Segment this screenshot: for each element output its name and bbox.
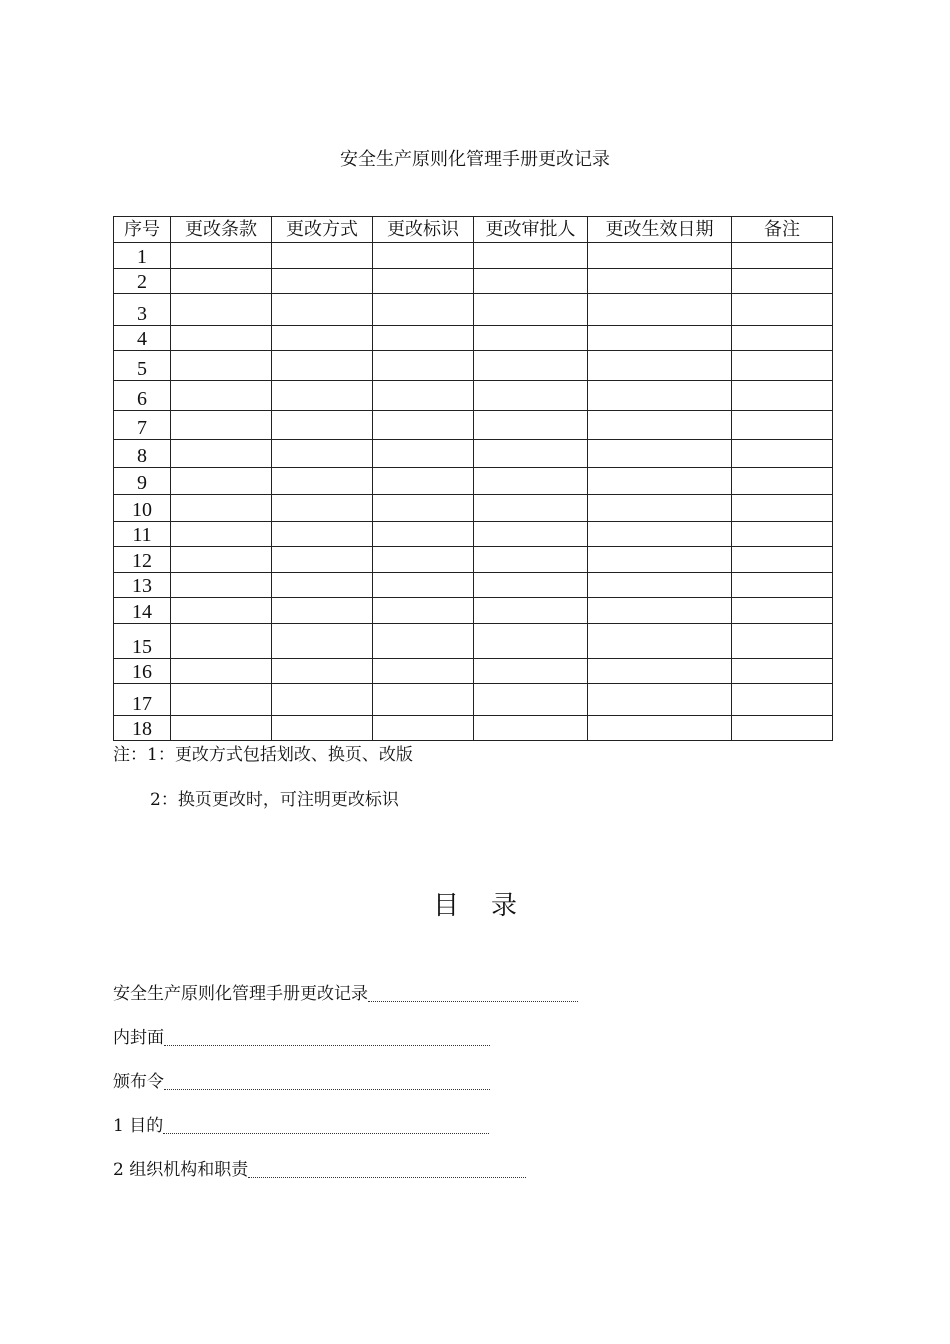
table-cell[interactable]: [588, 440, 732, 468]
table-cell[interactable]: [474, 716, 588, 741]
table-cell[interactable]: [373, 411, 474, 440]
table-cell[interactable]: [373, 243, 474, 269]
table-cell[interactable]: [588, 716, 732, 741]
row-number-cell: 10: [114, 495, 171, 522]
table-cell[interactable]: [474, 547, 588, 573]
row-number-cell: 6: [114, 381, 171, 411]
table-cell[interactable]: [171, 495, 272, 522]
table-cell[interactable]: [373, 522, 474, 547]
table-cell[interactable]: [272, 440, 373, 468]
table-row: [114, 547, 833, 573]
table-cell[interactable]: [588, 243, 732, 269]
toc-entry-label: 内封面: [113, 1028, 164, 1048]
table-row: [114, 659, 833, 684]
table-cell[interactable]: [373, 495, 474, 522]
table-cell[interactable]: [373, 684, 474, 716]
row-number-cell: 17: [114, 684, 171, 716]
row-number-cell: 1: [114, 243, 171, 269]
table-cell[interactable]: [588, 468, 732, 495]
table-cell[interactable]: [588, 659, 732, 684]
table-cell[interactable]: [272, 351, 373, 381]
table-cell[interactable]: [588, 294, 732, 326]
table-cell[interactable]: [272, 243, 373, 269]
table-cell[interactable]: [474, 573, 588, 598]
table-cell[interactable]: [588, 522, 732, 547]
table-cell[interactable]: [732, 411, 833, 440]
table-cell[interactable]: [272, 326, 373, 351]
table-cell[interactable]: [272, 598, 373, 624]
table-cell[interactable]: [171, 547, 272, 573]
table-cell[interactable]: [171, 326, 272, 351]
table-cell[interactable]: [474, 684, 588, 716]
row-number-cell: 15: [114, 624, 171, 659]
table-row: [114, 624, 833, 659]
table-cell[interactable]: [474, 243, 588, 269]
table-cell[interactable]: [732, 495, 833, 522]
table-cell[interactable]: [272, 684, 373, 716]
table-cell[interactable]: [588, 411, 732, 440]
table-cell[interactable]: [171, 381, 272, 411]
table-cell[interactable]: [474, 326, 588, 351]
toc-entry-label: 2 组织机构和职责: [113, 1160, 249, 1180]
table-cell[interactable]: [373, 326, 474, 351]
table-cell[interactable]: [588, 269, 732, 294]
table-cell[interactable]: [373, 440, 474, 468]
toc-dot-leader: [368, 1000, 578, 1002]
toc-entry-label: 颁布令: [113, 1072, 164, 1092]
toc-entry[interactable]: [113, 1027, 490, 1049]
table-cell[interactable]: [588, 351, 732, 381]
table-cell[interactable]: [474, 598, 588, 624]
table-cell[interactable]: [732, 440, 833, 468]
table-cell[interactable]: [373, 598, 474, 624]
toc-entry[interactable]: [113, 1159, 526, 1181]
table-cell[interactable]: [272, 269, 373, 294]
table-cell[interactable]: [171, 522, 272, 547]
table-cell[interactable]: [474, 468, 588, 495]
header-effective-date: 更改生效日期: [588, 217, 732, 243]
table-cell[interactable]: [732, 468, 833, 495]
table-cell[interactable]: [732, 573, 833, 598]
table-cell[interactable]: [588, 381, 732, 411]
table-cell[interactable]: [474, 411, 588, 440]
table-cell[interactable]: [474, 440, 588, 468]
table-cell[interactable]: [171, 351, 272, 381]
table-row: [114, 294, 833, 326]
table-cell[interactable]: [272, 522, 373, 547]
table-row: [114, 684, 833, 716]
table-cell[interactable]: [474, 522, 588, 547]
table-cell[interactable]: [474, 624, 588, 659]
row-number-cell: 3: [114, 294, 171, 326]
table-cell[interactable]: [171, 468, 272, 495]
header-approver: 更改审批人: [474, 217, 588, 243]
table-cell[interactable]: [171, 243, 272, 269]
toc-dot-leader: [164, 1044, 490, 1046]
header-serial-number: 序号: [114, 217, 171, 243]
table-cell[interactable]: [373, 294, 474, 326]
table-row: [114, 269, 833, 294]
table-row: [114, 351, 833, 381]
note-1: 注：1：更改方式包括划改、换页、改版: [113, 745, 413, 765]
table-cell[interactable]: [732, 326, 833, 351]
change-record-table: [113, 216, 833, 741]
row-number-cell: 11: [114, 522, 171, 547]
table-row: [114, 440, 833, 468]
table-cell[interactable]: [373, 659, 474, 684]
table-row: [114, 243, 833, 269]
table-cell[interactable]: [171, 573, 272, 598]
table-cell[interactable]: [474, 351, 588, 381]
table-cell[interactable]: [373, 547, 474, 573]
toc-heading: 目录: [432, 891, 549, 921]
table-cell[interactable]: [732, 716, 833, 741]
table-cell[interactable]: [732, 351, 833, 381]
row-number-cell: 4: [114, 326, 171, 351]
table-cell[interactable]: [373, 573, 474, 598]
table-row: [114, 716, 833, 741]
table-cell[interactable]: [171, 269, 272, 294]
table-cell[interactable]: [732, 243, 833, 269]
row-number-cell: 16: [114, 659, 171, 684]
row-number-cell: 12: [114, 547, 171, 573]
table-cell[interactable]: [588, 573, 732, 598]
table-cell[interactable]: [588, 326, 732, 351]
toc-entry-label: 安全生产原则化管理手册更改记录: [113, 984, 368, 1004]
table-row: [114, 495, 833, 522]
table-cell[interactable]: [474, 269, 588, 294]
table-cell[interactable]: [474, 294, 588, 326]
table-cell[interactable]: [272, 294, 373, 326]
table-row: [114, 522, 833, 547]
row-number-cell: 5: [114, 351, 171, 381]
table-cell[interactable]: [171, 684, 272, 716]
toc-entry[interactable]: [113, 1071, 490, 1093]
table-cell[interactable]: [272, 468, 373, 495]
header-change-mark: 更改标识: [373, 217, 474, 243]
table-cell[interactable]: [588, 684, 732, 716]
header-remarks: 备注: [732, 217, 833, 243]
row-number-cell: 13: [114, 573, 171, 598]
table-cell[interactable]: [588, 495, 732, 522]
table-cell[interactable]: [373, 269, 474, 294]
table-cell[interactable]: [732, 624, 833, 659]
document-title: 安全生产原则化管理手册更改记录: [340, 149, 610, 170]
table-cell[interactable]: [272, 547, 373, 573]
table-cell[interactable]: [588, 598, 732, 624]
table-row: [114, 598, 833, 624]
row-number-cell: 14: [114, 598, 171, 624]
table-cell[interactable]: [171, 624, 272, 659]
table-row: [114, 468, 833, 495]
table-cell[interactable]: [272, 659, 373, 684]
table-cell[interactable]: [732, 381, 833, 411]
table-cell[interactable]: [732, 294, 833, 326]
table-cell[interactable]: [171, 598, 272, 624]
table-cell[interactable]: [272, 411, 373, 440]
toc-dot-leader: [164, 1088, 490, 1090]
table-cell[interactable]: [373, 468, 474, 495]
toc-dot-leader: [248, 1176, 526, 1178]
table-cell[interactable]: [171, 411, 272, 440]
table-cell[interactable]: [171, 659, 272, 684]
row-number-cell: 9: [114, 468, 171, 495]
note-2: 2：换页更改时，可注明更改标识: [150, 790, 399, 810]
table-cell[interactable]: [732, 269, 833, 294]
table-cell[interactable]: [373, 351, 474, 381]
table-cell[interactable]: [732, 522, 833, 547]
table-cell[interactable]: [272, 381, 373, 411]
table-header-row: [114, 217, 833, 243]
row-number-cell: 7: [114, 411, 171, 440]
table-cell[interactable]: [732, 598, 833, 624]
table-cell[interactable]: [171, 294, 272, 326]
table-cell[interactable]: [588, 547, 732, 573]
header-change-method: 更改方式: [272, 217, 373, 243]
toc-entry-label: 1 目的: [113, 1116, 164, 1136]
toc-entry[interactable]: [113, 983, 578, 1005]
table-cell[interactable]: [732, 659, 833, 684]
table-cell[interactable]: [272, 573, 373, 598]
table-row: [114, 381, 833, 411]
table-cell[interactable]: [272, 716, 373, 741]
row-number-cell: 18: [114, 716, 171, 741]
toc-entry[interactable]: [113, 1115, 489, 1137]
table-cell[interactable]: [272, 624, 373, 659]
table-cell[interactable]: [732, 547, 833, 573]
table-cell[interactable]: [373, 381, 474, 411]
table-cell[interactable]: [732, 684, 833, 716]
table-cell[interactable]: [474, 381, 588, 411]
table-cell[interactable]: [588, 624, 732, 659]
table-cell[interactable]: [171, 716, 272, 741]
table-cell[interactable]: [171, 440, 272, 468]
table-row: [114, 573, 833, 598]
table-cell[interactable]: [474, 659, 588, 684]
table-row: [114, 411, 833, 440]
toc-dot-leader: [163, 1132, 489, 1134]
header-changed-clause: 更改条款: [171, 217, 272, 243]
table-row: [114, 326, 833, 351]
table-cell[interactable]: [373, 716, 474, 741]
table-cell[interactable]: [373, 624, 474, 659]
row-number-cell: 2: [114, 269, 171, 294]
table-cell[interactable]: [272, 495, 373, 522]
table-body: [114, 243, 833, 741]
table-cell[interactable]: [474, 495, 588, 522]
row-number-cell: 8: [114, 440, 171, 468]
